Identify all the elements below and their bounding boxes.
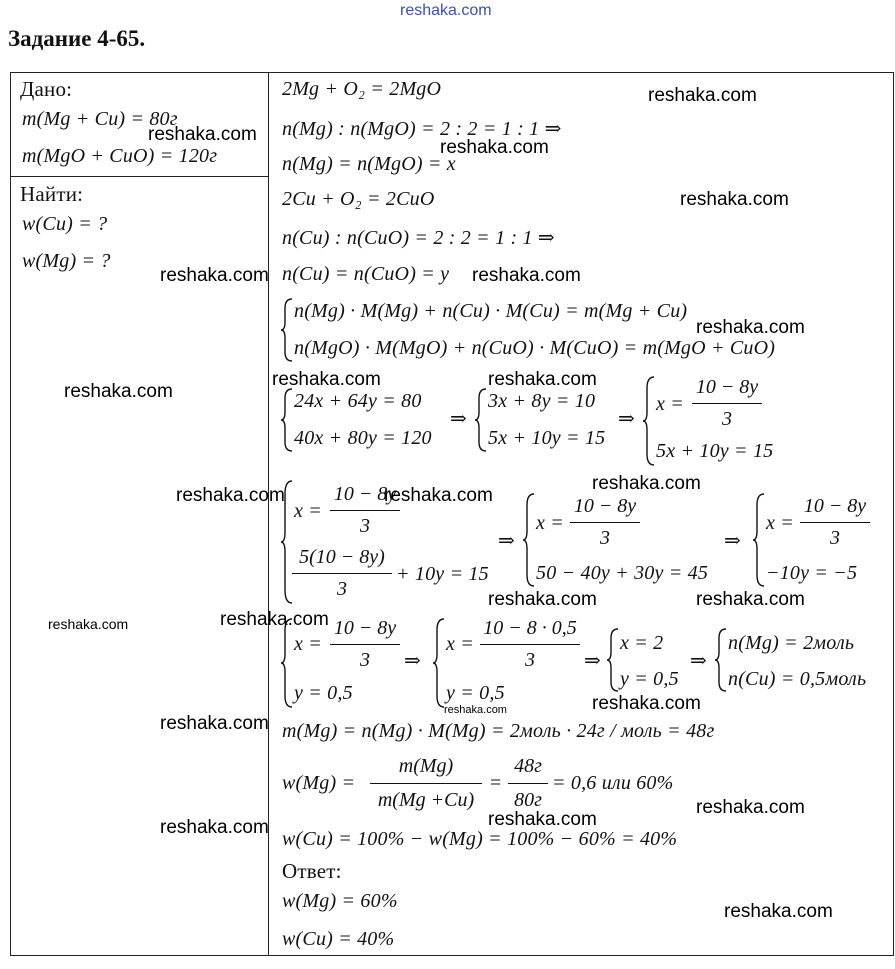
system5-b-numerator: 5(10 − 8y) [299,546,385,568]
system1-line-1: n(Mg) · M(Mg) + n(Cu) · M(Cu) = m(Mg + Cu) [294,300,688,322]
eq-cu-moles: n(Cu) = n(CuO) = y [282,263,450,285]
system-brace [280,618,294,708]
eq-w-cu: w(Cu) = 100% − w(Mg) = 100% − 60% = 40% [282,828,678,850]
system3-line-1: 3x + 8y = 10 [488,390,596,412]
system9-line-2: y = 0,5 [446,682,505,704]
system2-line-2: 40x + 80y = 120 [294,427,432,449]
given-find-divider [10,176,269,177]
watermark: reshaka.com [696,317,805,338]
w-mg-denominator: m(Mg +Cu) [377,789,475,811]
watermark: reshaka.com [696,589,805,610]
system9-numerator: 10 − 8 · 0,5 [483,617,577,639]
implies-arrow: ⇒ [498,530,515,552]
system8-denominator: 3 [360,649,370,671]
w-mg-lhs: w(Mg) = [282,772,356,794]
system8-x-eq: x = [294,633,322,655]
watermark: reshaka.com [592,473,701,494]
watermark: reshaka.com [160,817,269,838]
site-link[interactable]: reshaka.com [400,2,492,19]
implies-arrow: ⇒ [584,650,601,672]
w-mg-equals: = [490,772,502,794]
watermark: reshaka.com [488,589,597,610]
system5-denominator: 3 [360,515,370,537]
system-brace [752,493,766,587]
system7-x-eq: x = [766,512,794,534]
watermark: reshaka.com [160,713,269,734]
fraction-bar [370,783,482,784]
system11-line-1: n(Mg) = 2моль [728,632,855,654]
system11-line-2: n(Cu) = 0,5моль [728,668,867,690]
implies-arrow: ⇒ [618,408,635,430]
system-brace [474,388,488,452]
watermark: reshaka.com [488,369,597,390]
given-line-1: m(Mg + Cu) = 80г [22,108,178,130]
system7-line-2: −10y = −5 [766,562,858,584]
system-brace [642,376,656,466]
system3-line-2: 5x + 10y = 15 [488,427,606,449]
system-brace [432,618,446,708]
system9-denominator: 3 [525,649,535,671]
find-header: Найти: [20,182,84,206]
find-line-2: w(Mg) = ? [22,250,111,272]
answer-cu: w(Cu) = 40% [282,928,395,950]
system-brace [606,628,620,692]
task-title: Задание 4-65. [8,26,146,51]
system5-numerator: 10 − 8y [333,483,397,505]
watermark: reshaka.com [648,85,757,106]
w-mg-numerator-2: 48г [514,755,542,777]
system8-numerator: 10 − 8y [333,617,397,639]
watermark: reshaka.com [176,485,285,506]
watermark: reshaka.com [680,189,789,210]
watermark: reshaka.com [440,137,549,158]
watermark: reshaka.com [148,124,257,145]
given-line-2: m(MgO + CuO) = 120г [22,145,218,167]
answer-label: Ответ: [282,859,342,883]
fraction-bar [330,510,400,511]
find-line-1: w(Cu) = ? [22,213,108,235]
given-header: Дано: [20,77,73,101]
watermark: reshaka.com [160,265,269,286]
system4-line-2: 5x + 10y = 15 [656,440,774,462]
system-brace [714,628,728,692]
system10-line-1: x = 2 [620,632,664,654]
system4-numerator: 10 − 8y [695,376,759,398]
watermark: reshaka.com [472,265,581,286]
fraction-bar [480,644,580,645]
answer-mg: w(Mg) = 60% [282,890,398,912]
system5-b-tail: + 10y = 15 [396,563,489,585]
system7-denominator: 3 [830,527,840,549]
w-mg-numerator: m(Mg) [398,755,454,777]
system4-x-eq: x = [656,393,684,415]
system2-line-1: 24x + 64y = 80 [294,390,422,412]
w-mg-rhs: = 0,6 или 60% [552,772,674,794]
eq-mg-oxidation: 2Mg + O₂ = 2MgO [282,78,442,100]
system5-x-eq: x = [294,500,322,522]
watermark: reshaka.com [48,616,129,632]
eq-cu-oxidation: 2Cu + O₂ = 2CuO [282,188,435,210]
watermark: reshaka.com [444,704,507,716]
fraction-bar [508,783,548,784]
fraction-bar [330,644,400,645]
watermark: reshaka.com [724,901,833,922]
system7-numerator: 10 − 8y [803,495,867,517]
implies-arrow: ⇒ [690,650,707,672]
system-brace [522,493,536,587]
implies-arrow: ⇒ [724,530,741,552]
eq-mass-mg: m(Mg) = n(Mg) · M(Mg) = 2моль · 24г / моль = 48г [282,720,715,742]
watermark: reshaka.com [592,693,701,714]
eq-cu-ratio: n(Cu) : n(CuO) = 2 : 2 = 1 : 1 ⇒ [282,227,555,249]
fraction-bar [800,522,870,523]
watermark: reshaka.com [384,485,493,506]
system8-line-2: y = 0,5 [294,682,353,704]
watermark: reshaka.com [272,369,381,390]
system6-x-eq: x = [536,512,564,534]
fraction-bar [692,403,762,404]
eq-mg-moles: n(Mg) = n(MgO) = x [282,153,456,175]
watermark: reshaka.com [696,797,805,818]
system9-x-eq: x = [446,633,474,655]
system5-b-denominator: 3 [337,578,347,600]
system6-line-2: 50 − 40y + 30y = 45 [536,562,709,584]
system6-numerator: 10 − 8y [573,495,637,517]
watermark: reshaka.com [220,609,329,630]
system-brace [280,298,294,362]
system1-line-2: n(MgO) · M(MgO) + n(CuO) · M(CuO) = m(MgO + CuO) [294,337,776,359]
implies-arrow: ⇒ [404,650,421,672]
system10-line-2: y = 0,5 [620,668,679,690]
eq-mg-ratio: n(Mg) : n(MgO) = 2 : 2 = 1 : 1 ⇒ [282,118,562,140]
implies-arrow: ⇒ [450,408,467,430]
fraction-bar [292,573,392,574]
system-brace [280,388,294,452]
watermark: reshaka.com [64,381,173,402]
system4-denominator: 3 [722,408,732,430]
system6-denominator: 3 [600,527,610,549]
w-mg-denominator-2: 80г [514,789,542,811]
fraction-bar [570,522,640,523]
watermark: reshaka.com [488,809,597,830]
